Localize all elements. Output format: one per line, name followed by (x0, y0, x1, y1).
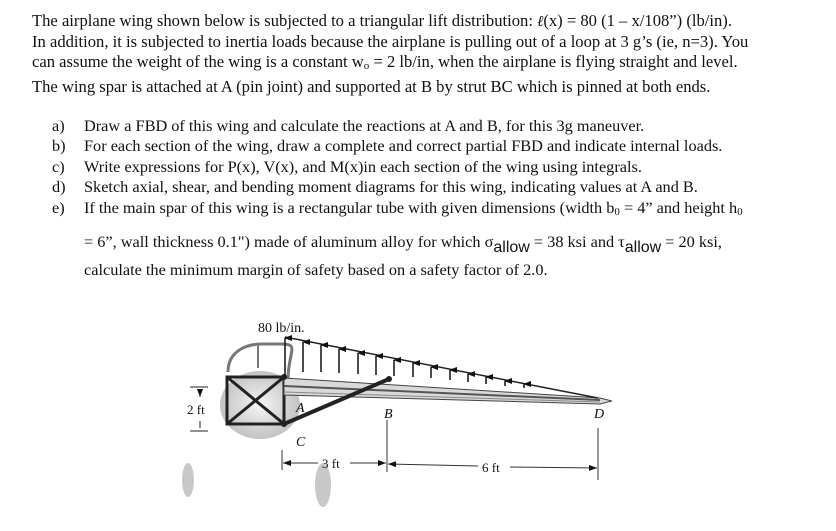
subscript: o (363, 60, 370, 72)
intro-text: can assume the weight of the wing is a constant w (32, 52, 364, 71)
point-a-label: A (296, 401, 305, 416)
subscript: 0 (737, 205, 743, 218)
span-dimension (282, 420, 598, 480)
item-e-continuation-1 (52, 230, 832, 260)
item-text-part: = 4” and height h (619, 197, 738, 217)
dimension-3ft-label: 3 ft (322, 456, 340, 471)
question-list (52, 116, 832, 280)
point-b-label: B (384, 407, 393, 422)
load-magnitude-label: 80 lb/in. (258, 321, 305, 336)
intro-line-2: In addition, it is subjected to inertia loads because the airplane is pulling out of a loop at 3 g’s (ie, n=3). You (32, 31, 749, 51)
subscript: 0 (614, 205, 620, 218)
point-d-label: D (594, 407, 605, 422)
item-text-part: If the main spar of this wing is a rectangular tube with given dimensions (width b (84, 197, 615, 217)
item-text-part: = 38 ksi and τ (529, 232, 625, 252)
subscript: allow (493, 239, 530, 257)
intro-line-4: The wing spar is attached at A (pin joint) and supported at B by strut BC which is pinned at both ends. (32, 76, 711, 96)
point-c-label: C (296, 435, 306, 450)
pin-b (386, 376, 392, 382)
question-item-d (52, 177, 832, 197)
fuselage (182, 344, 331, 507)
item-text (84, 198, 743, 222)
item-text-part: = 20 ksi, (661, 232, 722, 252)
height-label: 2 ft (187, 402, 205, 417)
item-label: c) (52, 156, 65, 176)
question-item-b (52, 136, 832, 156)
item-label: b) (52, 136, 66, 156)
problem-statement (32, 11, 832, 97)
pin-a (281, 374, 287, 380)
intro-text: = 2 lb/in, when the airplane is flying straight and level. (369, 52, 738, 71)
intro-line-3 (32, 52, 832, 77)
dim-line-right-a (388, 464, 478, 466)
item-text-part: = 6”, wall thickness 0.1") made of aluminum alloy for which σ (84, 232, 494, 252)
intro-text: The airplane wing shown below is subjected to a triangular lift distribution: (32, 11, 538, 30)
item-text: Write expressions for P(x), V(x), and M(x)in each section of the wing using integrals. (84, 156, 642, 176)
subscript: allow (624, 239, 662, 257)
item-text: Draw a FBD of this wing and calculate the reactions at A and B, for this 3g maneuver. (84, 116, 645, 135)
item-text: Sketch axial, shear, and bending moment diagrams for this wing, indicating values at A and B. (84, 177, 698, 197)
item-label: d) (52, 177, 66, 197)
dimension-6ft-label: 6 ft (482, 460, 500, 475)
pin-c (281, 421, 287, 427)
intro-line-1 (32, 11, 832, 32)
landing-gear-wheel (182, 463, 194, 497)
question-item-e (52, 198, 832, 222)
item-e-continuation-2: calculate the minimum margin of safety based on a safety factor of 2.0. (84, 260, 548, 280)
dim-line-right-b (510, 467, 597, 468)
item-label: e) (52, 197, 65, 217)
wing-diagram (0, 290, 836, 531)
question-item-c (52, 157, 832, 177)
item-text: For each section of the wing, draw a complete and correct partial FBD and indicate internal loads. (84, 136, 723, 156)
item-label: a) (52, 116, 65, 135)
lift-symbol: ℓ (537, 12, 544, 30)
lift-formula: (x) = 80 (1 – x/108”) (lb/in). (543, 11, 732, 30)
question-item-a (52, 116, 832, 136)
